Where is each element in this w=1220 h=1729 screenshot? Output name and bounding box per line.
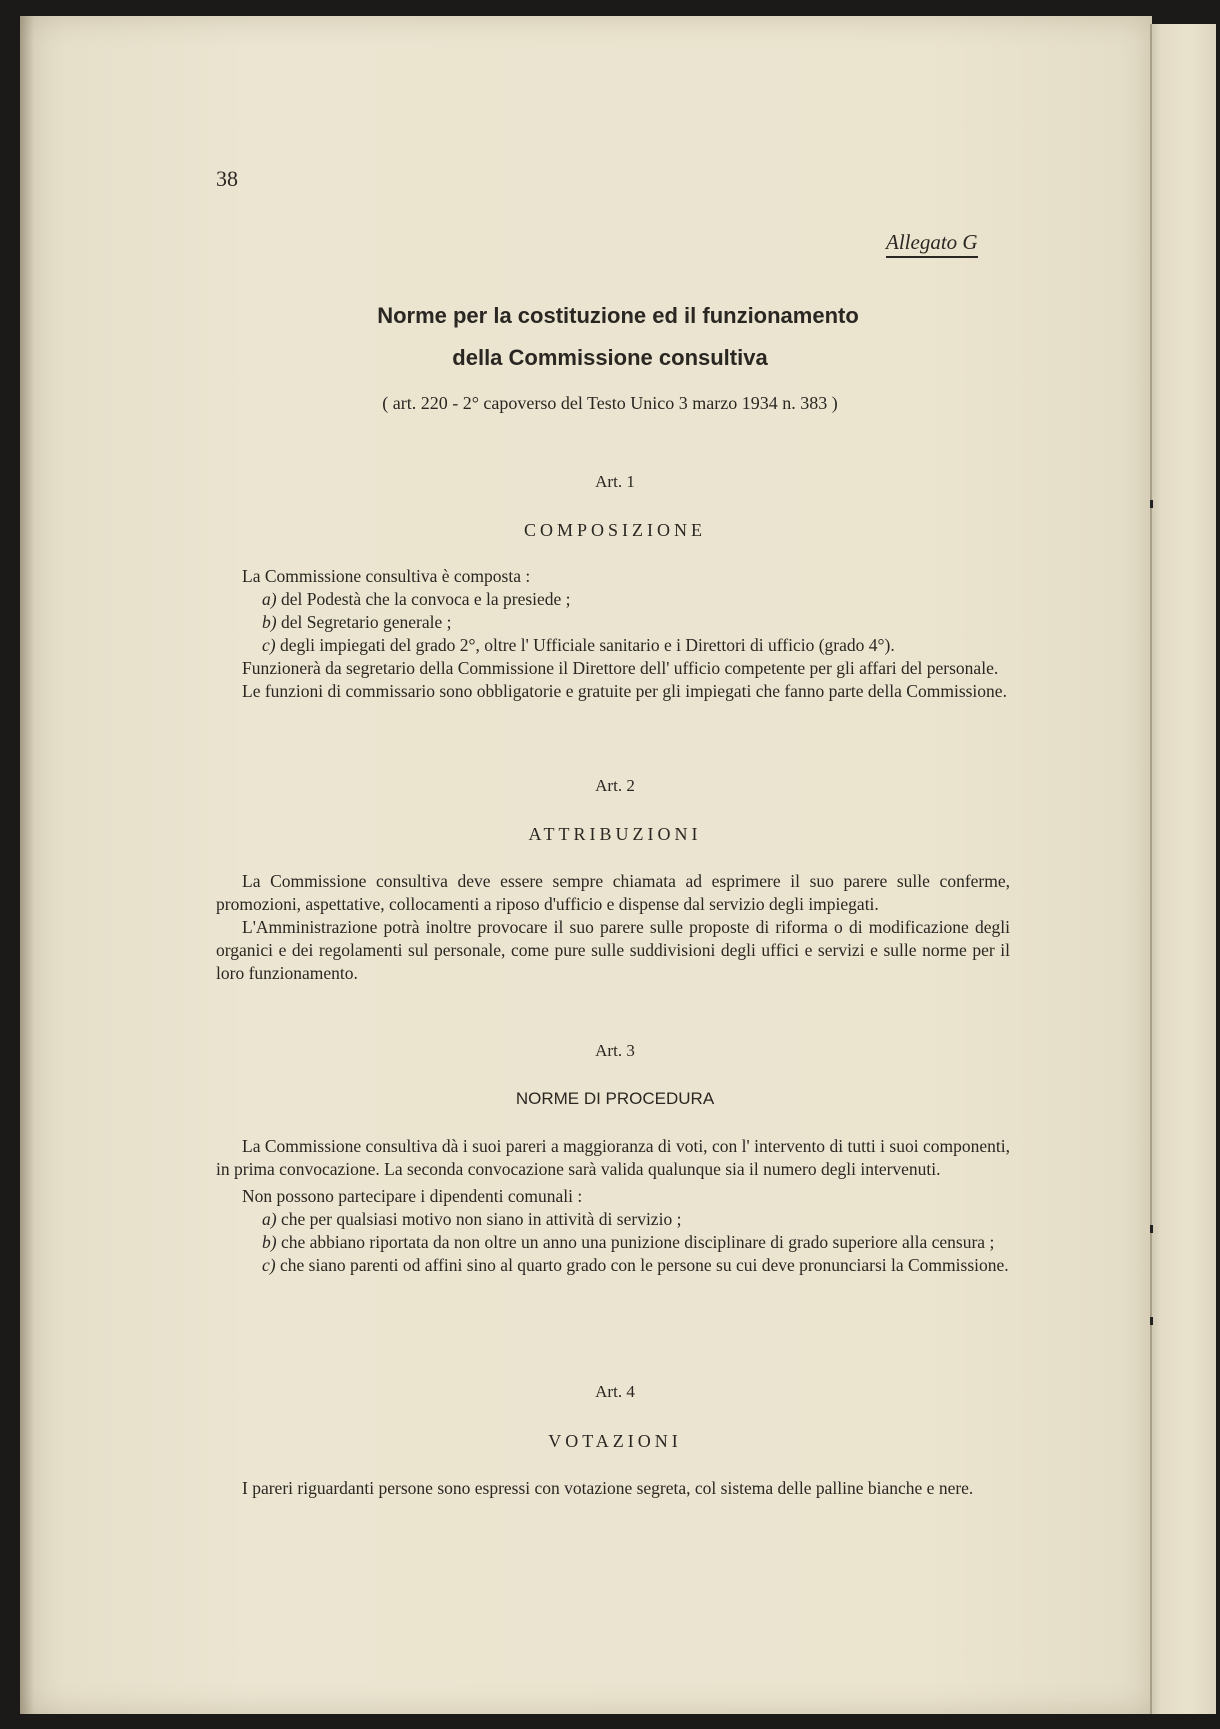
next-page-edge (1152, 24, 1216, 1714)
binding-speck (1150, 1317, 1153, 1325)
item-text: del Podestà che la convoca e la presiede ; (276, 589, 571, 609)
item-letter: c) (262, 1255, 276, 1275)
art2-body (216, 870, 1010, 985)
art3-para1: La Commissione consultiva dà i suoi pareri a maggioranza di voti, con l' intervento di tutti i suoi componenti, in prima convocazione. La seconda convocazione sarà valida qualunque sia il numero degli intervenuti. (216, 1136, 1010, 1179)
gutter-shadow (20, 16, 34, 1714)
document-title-line2: della Commissione consultiva (452, 345, 768, 370)
art1-label: Art. 1 (595, 472, 635, 491)
art4-heading: VOTAZIONI (548, 1431, 682, 1451)
art3-para2: Non possono partecipare i dipendenti comunali : (242, 1186, 583, 1206)
item-letter: b) (262, 612, 277, 632)
art3-item-a (216, 1208, 1010, 1231)
item-letter: a) (262, 1209, 277, 1229)
art3-label: Art. 3 (595, 1041, 635, 1060)
art1-heading: COMPOSIZIONE (523, 520, 706, 540)
art1-item-b (216, 611, 1010, 634)
art4-para1: I pareri riguardanti persone sono espressi con votazione segreta, col sistema delle palline bianche e nere. (242, 1478, 974, 1498)
binding-speck (1150, 500, 1153, 508)
binding-speck (1150, 1225, 1153, 1233)
art1-body (216, 565, 1010, 703)
art1-para2: Le funzioni di commissario sono obbligatorie e gratuite per gli impiegati che fanno parte della Commissione. (242, 681, 1007, 701)
art3-body (216, 1135, 1010, 1277)
item-text: degli impiegati del grado 2°, oltre l' Ufficiale sanitario e i Direttori di ufficio (grado 4°). (275, 635, 895, 655)
art2-heading: ATTRIBUZIONI (528, 824, 702, 844)
art2-label: Art. 2 (595, 776, 635, 795)
art1-para1: Funzionerà da segretario della Commissione il Direttore dell' ufficio competente per gli affari del personale. (242, 658, 999, 678)
item-letter: a) (262, 589, 277, 609)
item-letter: b) (262, 1232, 277, 1252)
art1-intro: La Commissione consultiva è composta : (242, 566, 531, 586)
art3-heading: NORME DI PROCEDURA (515, 1089, 715, 1108)
art4-body (216, 1477, 1010, 1500)
item-letter: c) (262, 635, 276, 655)
annex-label: Allegato G (886, 230, 978, 258)
art2-para2: L'Amministrazione potrà inoltre provocare il suo parere sulle proposte di riforma o di modificazione degli organici e dei regolamenti sul personale, come pure sulle suddivisioni degli uffici e servizi e sulle norme per il loro funzionamento. (216, 917, 1010, 983)
item-text: che per qualsiasi motivo non siano in attività di servizio ; (276, 1209, 682, 1229)
art3-item-b (216, 1231, 1010, 1254)
item-text: del Segretario generale ; (276, 612, 452, 632)
document-subtitle: ( art. 220 - 2° capoverso del Testo Unico 3 marzo 1934 n. 383 ) (382, 393, 838, 413)
item-text: che siano parenti od affini sino al quarto grado con le persone su cui deve pronunciarsi la Commissione. (275, 1255, 1009, 1275)
item-text: che abbiano riportata da non oltre un anno una punizione disciplinare di grado superiore alla censura ; (276, 1232, 995, 1252)
art2-para1: La Commissione consultiva deve essere sempre chiamata ad esprimere il suo parere sulle conferme, promozioni, aspettative, collocamenti a riposo d'ufficio e dispense dal servizio degli impiegati. (216, 871, 1010, 914)
paper-sheet (20, 16, 1152, 1714)
page-number: 38 (216, 166, 238, 191)
art4-label: Art. 4 (595, 1382, 635, 1401)
art1-item-a (216, 588, 1010, 611)
document-title-line1: Norme per la costituzione ed il funzionamento (377, 303, 859, 328)
art1-item-c (216, 634, 1010, 657)
art3-item-c (216, 1254, 1010, 1277)
